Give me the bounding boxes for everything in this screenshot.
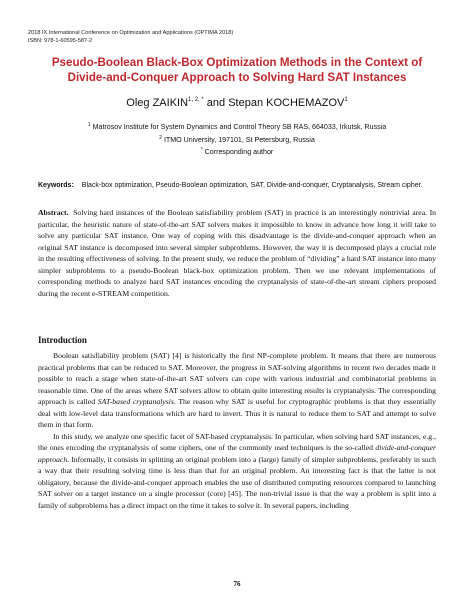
intro-p2-text-b: . Informally, it consists in splitting an original problem into a (large) family of simpler subproblems, preferably in such a way that their resulting solving time is less than that for an original problem. An interesting fact is that the latter is not obligatory, because the divide-and-conquer approach enables the use of distributed computing resources compared to launching SAT solver on a target instance on a single processor (core) [45]. The non-trivial issue is that the way a problem is split into a family of subproblems has a direct impact on the time it takes to solve it. In several papers, including [38, 454, 436, 510]
keywords-label: Keywords: [38, 182, 74, 189]
author-2-affiliation-marks: 1 [344, 97, 348, 103]
intro-p1-emphasis: SAT-based cryptanalysis [97, 397, 174, 406]
intro-paragraph-1 [38, 350, 436, 431]
author-2-name: Stepan KOCHEMAZOV [228, 97, 345, 109]
affiliation-item [24, 145, 450, 158]
intro-p2-emphasis: divide-and-conquer approach [38, 443, 436, 464]
paper-title [24, 56, 450, 86]
author-1-name: Oleg ZAIKIN [126, 97, 189, 109]
section-title-introduction: Introduction [38, 335, 87, 345]
keywords-text: Black-box optimization, Pseudo-Boolean optimization, SAT, Divide-and-conquer, Cryptanalysis, Stream cipher. [81, 182, 423, 189]
intro-p1-text-b: . The reason why SAT is useful for cryptographic problems is that they essentially deal with low-level data transformations which are hard to invert. Thus it is natural to reduce them to SAT and attempt to solve them in that form. [38, 397, 436, 429]
intro-paragraph-2 [38, 431, 436, 512]
intro-p2-text-a: In this study, we analyze one specific facet of SAT-based cryptanalysis. In particular, when solving hard SAT instances, e.g., the ones encoding the cryptanalysis of some ciphers, one of the commonly used techniques is the so-called [38, 431, 436, 452]
abstract-text: Solving hard instances of the Boolean satisfiability problem (SAT) in practice is an interestingly nontrivial area. In particular, the heuristic nature of state-of-the-art SAT solvers makes it impossible to know in advance how long it will take to solve any particular SAT instance. One way of coping with this disadvantage is the divide-and-conquer approach when an original SAT instance is decomposed into several simpler subproblems. However, the way it is decomposed plays a crucial role in the resulting effectiveness of solving. In the present study, we reduce the problem of “dividing” a hard SAT instance into many simpler subproblems to a pseudo-Boolean black-box optimization problem. Then we use relevant implementations of corresponding methods to analyze hard SAT instances encoding the cryptanalysis of state-of-the-art stream ciphers proposed during the recent e-STREAM competition. [38, 208, 437, 298]
conference-line: 2018 IX International Conference on Optimization and Applications (OPTIMA 2018) [28, 30, 234, 36]
title-line-1: Pseudo-Boolean Black-Box Optimization Methods in the Context of [51, 56, 423, 69]
affiliation-item [24, 133, 450, 146]
author-conjunction: and [203, 97, 229, 109]
affiliation-text: ITMO University, 197101, St Petersburg, Russia [163, 135, 315, 144]
abstract-block [38, 207, 436, 299]
affiliation-text: Corresponding author [204, 148, 274, 156]
page-number: 76 [233, 580, 241, 588]
abstract-label: Abstract. [38, 208, 69, 217]
intro-p1-text-a: Boolean satisfiability problem (SAT) [4] is historically the first NP-complete problem. It means that there are numerous practical problems that can be reduced to SAT. Moreover, the progress in SAT-solving algorithms in recent two decades made it possible to reach a stage when state-of-the-art SAT solvers can cope with various industrial and combinatorial problems in reasonable time. One of the areas where SAT solvers allow to obtain quite interesting results is cryptanalysis. The corresponding approach is called [38, 351, 436, 406]
affiliation-mark: 1 [87, 122, 91, 128]
author-1-affiliation-marks: 1, 2, * [188, 97, 204, 103]
affiliation-list [24, 120, 450, 158]
isbn-line: ISBN: 978-1-60595-587-2 [28, 37, 93, 44]
affiliation-mark: * [200, 147, 203, 153]
author-list [24, 93, 450, 110]
title-line-2: Divide-and-Conquer Approach to Solving Hard SAT Instances [67, 70, 407, 84]
affiliation-text: Matrosov Institute for System Dynamics and Control Theory SB RAS, 664033, Irkutsk, Russia [92, 123, 387, 131]
introduction-body [38, 350, 436, 511]
affiliation-mark: 2 [159, 134, 162, 141]
conference-header [28, 30, 448, 45]
affiliation-item [24, 120, 450, 133]
keywords-block [38, 180, 436, 191]
